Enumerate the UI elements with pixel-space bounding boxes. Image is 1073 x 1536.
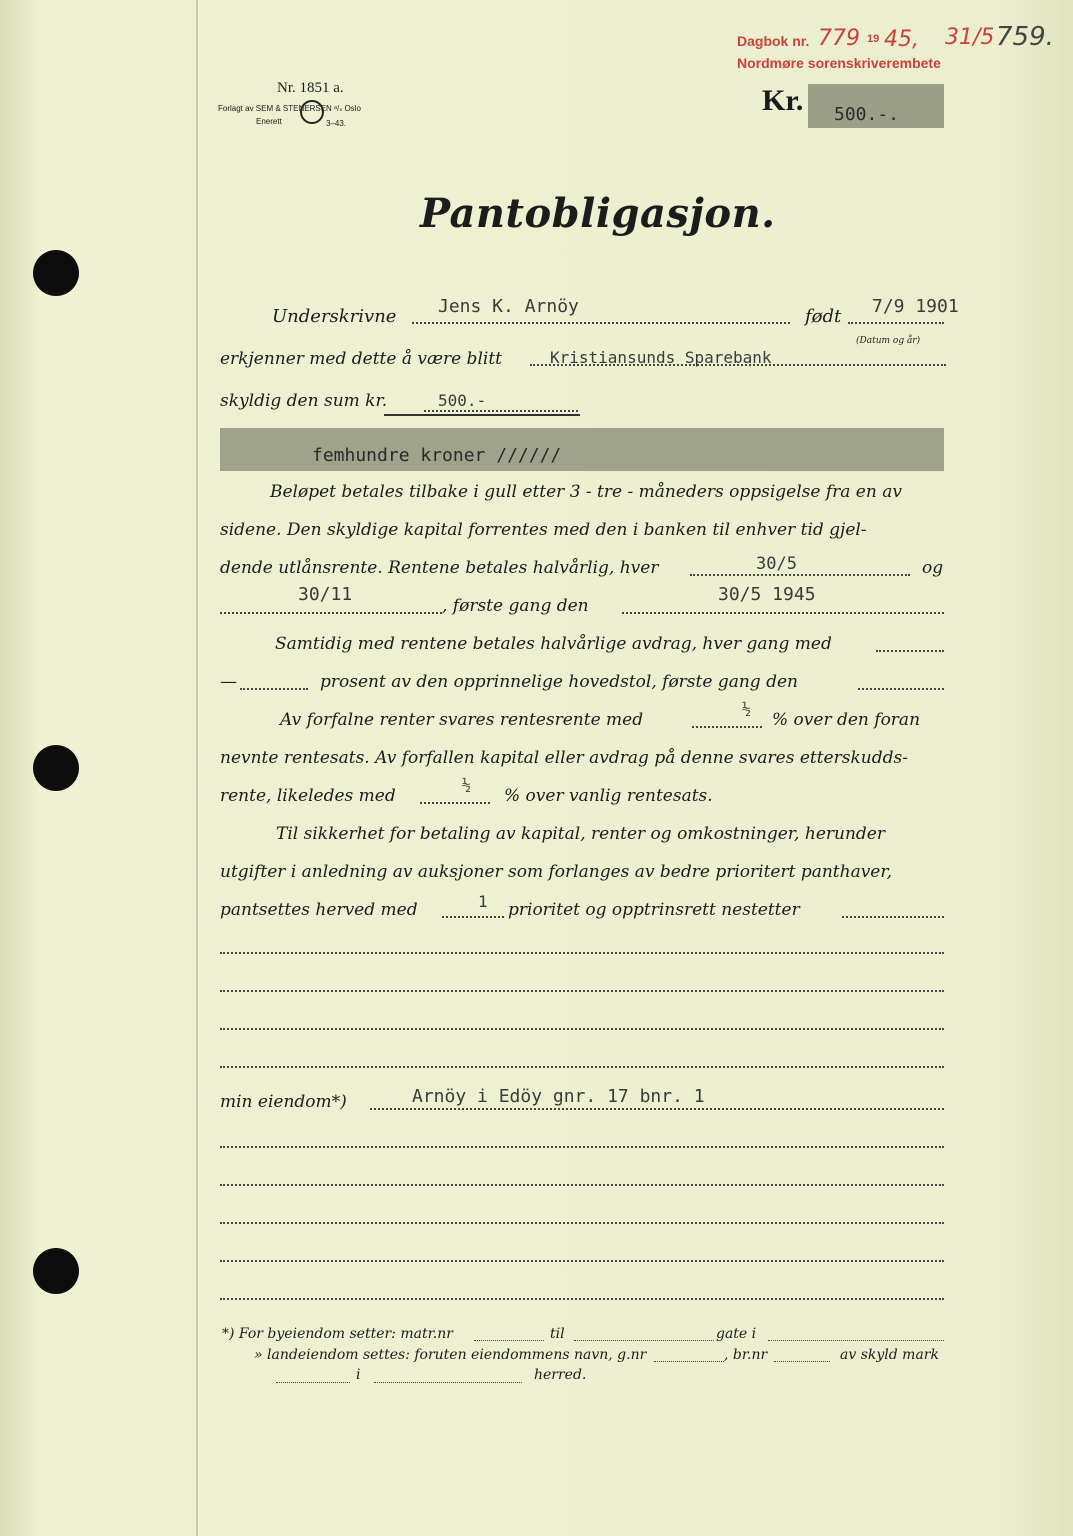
p1-line3: dende utlånsrente. Rentene betales halvårlig, hver bbox=[220, 558, 659, 578]
first-date-dotted-line bbox=[622, 612, 944, 614]
blank-dotted-line bbox=[220, 1066, 944, 1068]
blank-dotted-line bbox=[220, 952, 944, 954]
blank-dotted-line bbox=[220, 1222, 944, 1224]
footnote-dots bbox=[774, 1361, 830, 1362]
p1-line1: Beløpet betales tilbake i gull etter 3 - tre - måneders oppsigelse fra en av bbox=[270, 482, 902, 502]
footnote-dots bbox=[768, 1340, 944, 1341]
undersigned-value: Jens K. Arnöy bbox=[438, 296, 579, 317]
punch-hole-bottom bbox=[33, 1248, 79, 1294]
stamp-year: 45, bbox=[884, 27, 919, 52]
blank-dotted-line bbox=[220, 1184, 944, 1186]
footnote-line1a: *) For byeiendom setter: matr.nr bbox=[222, 1326, 453, 1342]
p4-line2: utgifter i anledning av auksjoner som forlanges av bedre prioritert panthaver, bbox=[220, 862, 893, 882]
footnote-line3a: i bbox=[356, 1367, 361, 1383]
creditor-value: Kristiansunds Sparebank bbox=[550, 348, 772, 367]
footnote-line3b: herred. bbox=[534, 1367, 587, 1383]
page-number: 759. bbox=[996, 22, 1054, 52]
acknowledges-label: erkjenner med dette å være blitt bbox=[220, 349, 502, 369]
stamp-year-prefix: 19 bbox=[867, 33, 880, 45]
p4-dotted-tail bbox=[842, 916, 944, 918]
stamp-diary-number: 779 bbox=[818, 26, 860, 51]
blank-dotted-line bbox=[220, 990, 944, 992]
p2-date-dotted-line bbox=[858, 688, 944, 690]
p3-line3b: % over vanlig rentesats. bbox=[504, 786, 713, 806]
stamp-court-name: Nordmøre sorenskriverembete bbox=[737, 55, 941, 71]
p3-line1b: % over den foran bbox=[772, 710, 921, 730]
publisher-line: Forlagt av SEM & STENERSEN ᵃ/ₛ Oslo bbox=[218, 104, 361, 113]
p2-percent-dotted-line bbox=[240, 688, 308, 690]
first-interest-date: 30/5 1945 bbox=[718, 584, 816, 605]
amount-in-words: femhundre kroner ////// bbox=[312, 445, 562, 466]
punch-hole-top bbox=[33, 250, 79, 296]
publisher-enerett: Enerett bbox=[256, 117, 282, 126]
footnote-line1b: til bbox=[550, 1326, 565, 1342]
p4-line3b: prioritet og opptrinsrett nestetter bbox=[508, 900, 800, 920]
p1-line4: , første gang den bbox=[442, 596, 589, 616]
form-number: Nr. 1851 a. bbox=[277, 80, 344, 96]
p2-dotted-line bbox=[876, 650, 944, 652]
priority-dotted-line bbox=[442, 916, 504, 918]
publisher-date: 3–43. bbox=[326, 119, 347, 128]
stamp-diary-label: Dagbok nr. bbox=[737, 33, 810, 49]
publisher-logo bbox=[300, 100, 324, 124]
page-fold-line bbox=[196, 0, 198, 1536]
kr-label: Kr. bbox=[762, 84, 804, 117]
footnote-line1c: gate i bbox=[716, 1326, 757, 1342]
p2-dash: — bbox=[220, 672, 237, 692]
property-dotted-line bbox=[370, 1108, 944, 1110]
p3-dotted-line1 bbox=[692, 726, 762, 728]
p2-line2: prosent av den opprinnelige hovedstol, første gang den bbox=[320, 672, 798, 692]
p1-line2: sidene. Den skyldige kapital forrentes med den i banken til enhver tid gjel- bbox=[220, 520, 867, 540]
interest-date2-dotted-line bbox=[220, 612, 442, 614]
interest-date1: 30/5 bbox=[756, 554, 797, 574]
footnote-dots bbox=[276, 1382, 350, 1383]
blank-dotted-line bbox=[220, 1028, 944, 1030]
blank-dotted-line bbox=[220, 1260, 944, 1262]
interest-date1-dotted-line bbox=[690, 574, 910, 576]
interest-date2: 30/11 bbox=[298, 584, 353, 605]
property-value: Arnöy i Edöy gnr. 17 bnr. 1 bbox=[412, 1086, 705, 1107]
p1-and: og bbox=[922, 558, 944, 578]
footnote-line2c: av skyld mark bbox=[840, 1347, 939, 1363]
p4-line3: pantsettes herved med bbox=[220, 900, 418, 920]
stamp-date: 31/5 bbox=[945, 25, 995, 50]
p3-line3: rente, likeledes med bbox=[220, 786, 396, 806]
undersigned-dotted-line bbox=[412, 322, 790, 324]
footnote-dots bbox=[574, 1340, 714, 1341]
p3-line2: nevnte rentesats. Av forfallen kapital eller avdrag på denne svares etterskudds- bbox=[220, 748, 908, 768]
kr-amount-value: 500.-. bbox=[834, 104, 900, 125]
blank-dotted-line bbox=[220, 1298, 944, 1300]
property-label: min eiendom*) bbox=[220, 1092, 347, 1112]
footnote-line2b: , br.nr bbox=[724, 1347, 768, 1363]
footnote-line2a: » landeiendom settes: foruten eiendommens navn, g.nr bbox=[254, 1347, 647, 1363]
p3-dotted-line2 bbox=[420, 802, 490, 804]
footnote-dots bbox=[654, 1361, 724, 1362]
p2-line1: Samtidig med rentene betales halvårlige avdrag, hver gang med bbox=[275, 634, 832, 654]
footnote-dots bbox=[474, 1340, 544, 1341]
p3-line1: Av forfalne renter svares rentesrente med bbox=[280, 710, 644, 730]
born-value: 7/9 1901 bbox=[872, 296, 959, 317]
punch-hole-middle bbox=[33, 745, 79, 791]
p4-line1: Til sikkerhet for betaling av kapital, renter og omkostninger, herunder bbox=[276, 824, 885, 844]
datum-note: (Datum og år) bbox=[856, 336, 921, 346]
sum-dotted-line bbox=[424, 410, 578, 412]
footnote-dots bbox=[374, 1382, 522, 1383]
born-label: født bbox=[805, 306, 842, 327]
p3-fraction1: ½ bbox=[742, 700, 752, 718]
undersigned-label: Underskrivne bbox=[272, 306, 397, 327]
sum-underline bbox=[384, 414, 580, 416]
priority-value: 1 bbox=[478, 892, 488, 911]
born-dotted-line bbox=[848, 322, 944, 324]
p3-fraction2: ½ bbox=[462, 776, 472, 794]
sum-value: 500.- bbox=[438, 391, 487, 410]
owes-label: skyldig den sum kr. bbox=[220, 391, 388, 411]
document-title: Pantobligasjon. bbox=[420, 190, 776, 237]
blank-dotted-line bbox=[220, 1146, 944, 1148]
